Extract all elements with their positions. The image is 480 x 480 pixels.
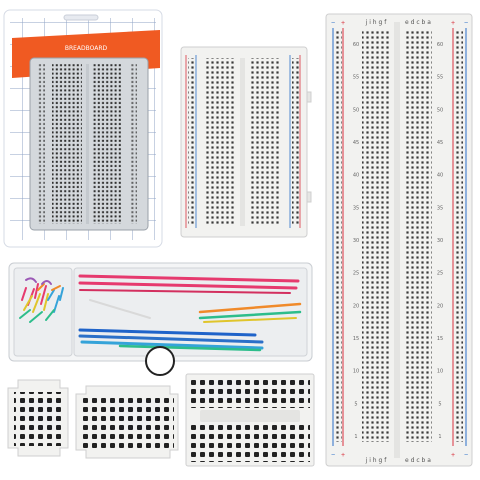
rail-plus-bottom-left: + bbox=[340, 452, 346, 459]
letters-right-top: e d c b a bbox=[405, 19, 431, 26]
rail-minus-bottom-right: − bbox=[463, 452, 469, 459]
rail-minus-top-right: − bbox=[463, 20, 469, 27]
row-number-left: 35 bbox=[352, 205, 360, 212]
rail-minus-top-left: − bbox=[330, 20, 336, 27]
rail-plus-bottom-right: + bbox=[450, 452, 456, 459]
medium-breadboard bbox=[181, 47, 311, 237]
package-brand-text: BREADBOARD bbox=[64, 45, 108, 52]
row-number-left: 60 bbox=[352, 42, 360, 48]
row-number-left: 30 bbox=[352, 238, 360, 244]
row-number-left: 15 bbox=[352, 336, 360, 342]
row-number-right: 40 bbox=[436, 172, 444, 179]
row-number-right: 55 bbox=[436, 74, 444, 81]
row-number-right: 25 bbox=[436, 270, 444, 277]
row-number-right: 45 bbox=[436, 140, 444, 146]
row-number-right: 20 bbox=[436, 303, 444, 310]
row-number-right: 1 bbox=[438, 434, 442, 440]
letters-left-bottom: j i h g f bbox=[365, 457, 387, 464]
row-number-left: 50 bbox=[352, 107, 360, 114]
letters-left-top: j i h g f bbox=[365, 19, 387, 26]
large-breadboard bbox=[326, 14, 472, 466]
row-number-left: 10 bbox=[352, 368, 360, 375]
rail-plus-top-left: + bbox=[340, 20, 346, 27]
mini-breadboard-medium bbox=[76, 386, 178, 458]
package-hang-slot bbox=[64, 15, 98, 20]
row-number-left: 5 bbox=[354, 401, 358, 408]
row-number-left: 25 bbox=[352, 270, 360, 277]
row-number-right: 5 bbox=[438, 401, 442, 408]
row-number-right: 60 bbox=[436, 42, 444, 48]
letters-right-bottom: e d c b a bbox=[405, 457, 431, 464]
row-number-left: 40 bbox=[352, 172, 360, 179]
row-number-right: 50 bbox=[436, 107, 444, 114]
rail-minus-bottom-left: − bbox=[330, 452, 336, 459]
mini-breadboard-small bbox=[8, 380, 68, 456]
row-number-right: 15 bbox=[436, 336, 444, 342]
row-number-left: 45 bbox=[352, 140, 360, 146]
row-number-right: 10 bbox=[436, 368, 444, 375]
packaged-breadboard bbox=[4, 10, 162, 247]
row-number-right: 30 bbox=[436, 238, 444, 244]
box-latch bbox=[146, 347, 174, 375]
row-number-left: 1 bbox=[354, 434, 358, 440]
jumper-wire-kit bbox=[9, 263, 312, 375]
row-number-right: 35 bbox=[436, 205, 444, 212]
row-number-left: 20 bbox=[352, 303, 360, 310]
row-number-left: 55 bbox=[352, 74, 360, 81]
rail-plus-top-right: + bbox=[450, 20, 456, 27]
mini-breadboard-large bbox=[186, 374, 314, 466]
